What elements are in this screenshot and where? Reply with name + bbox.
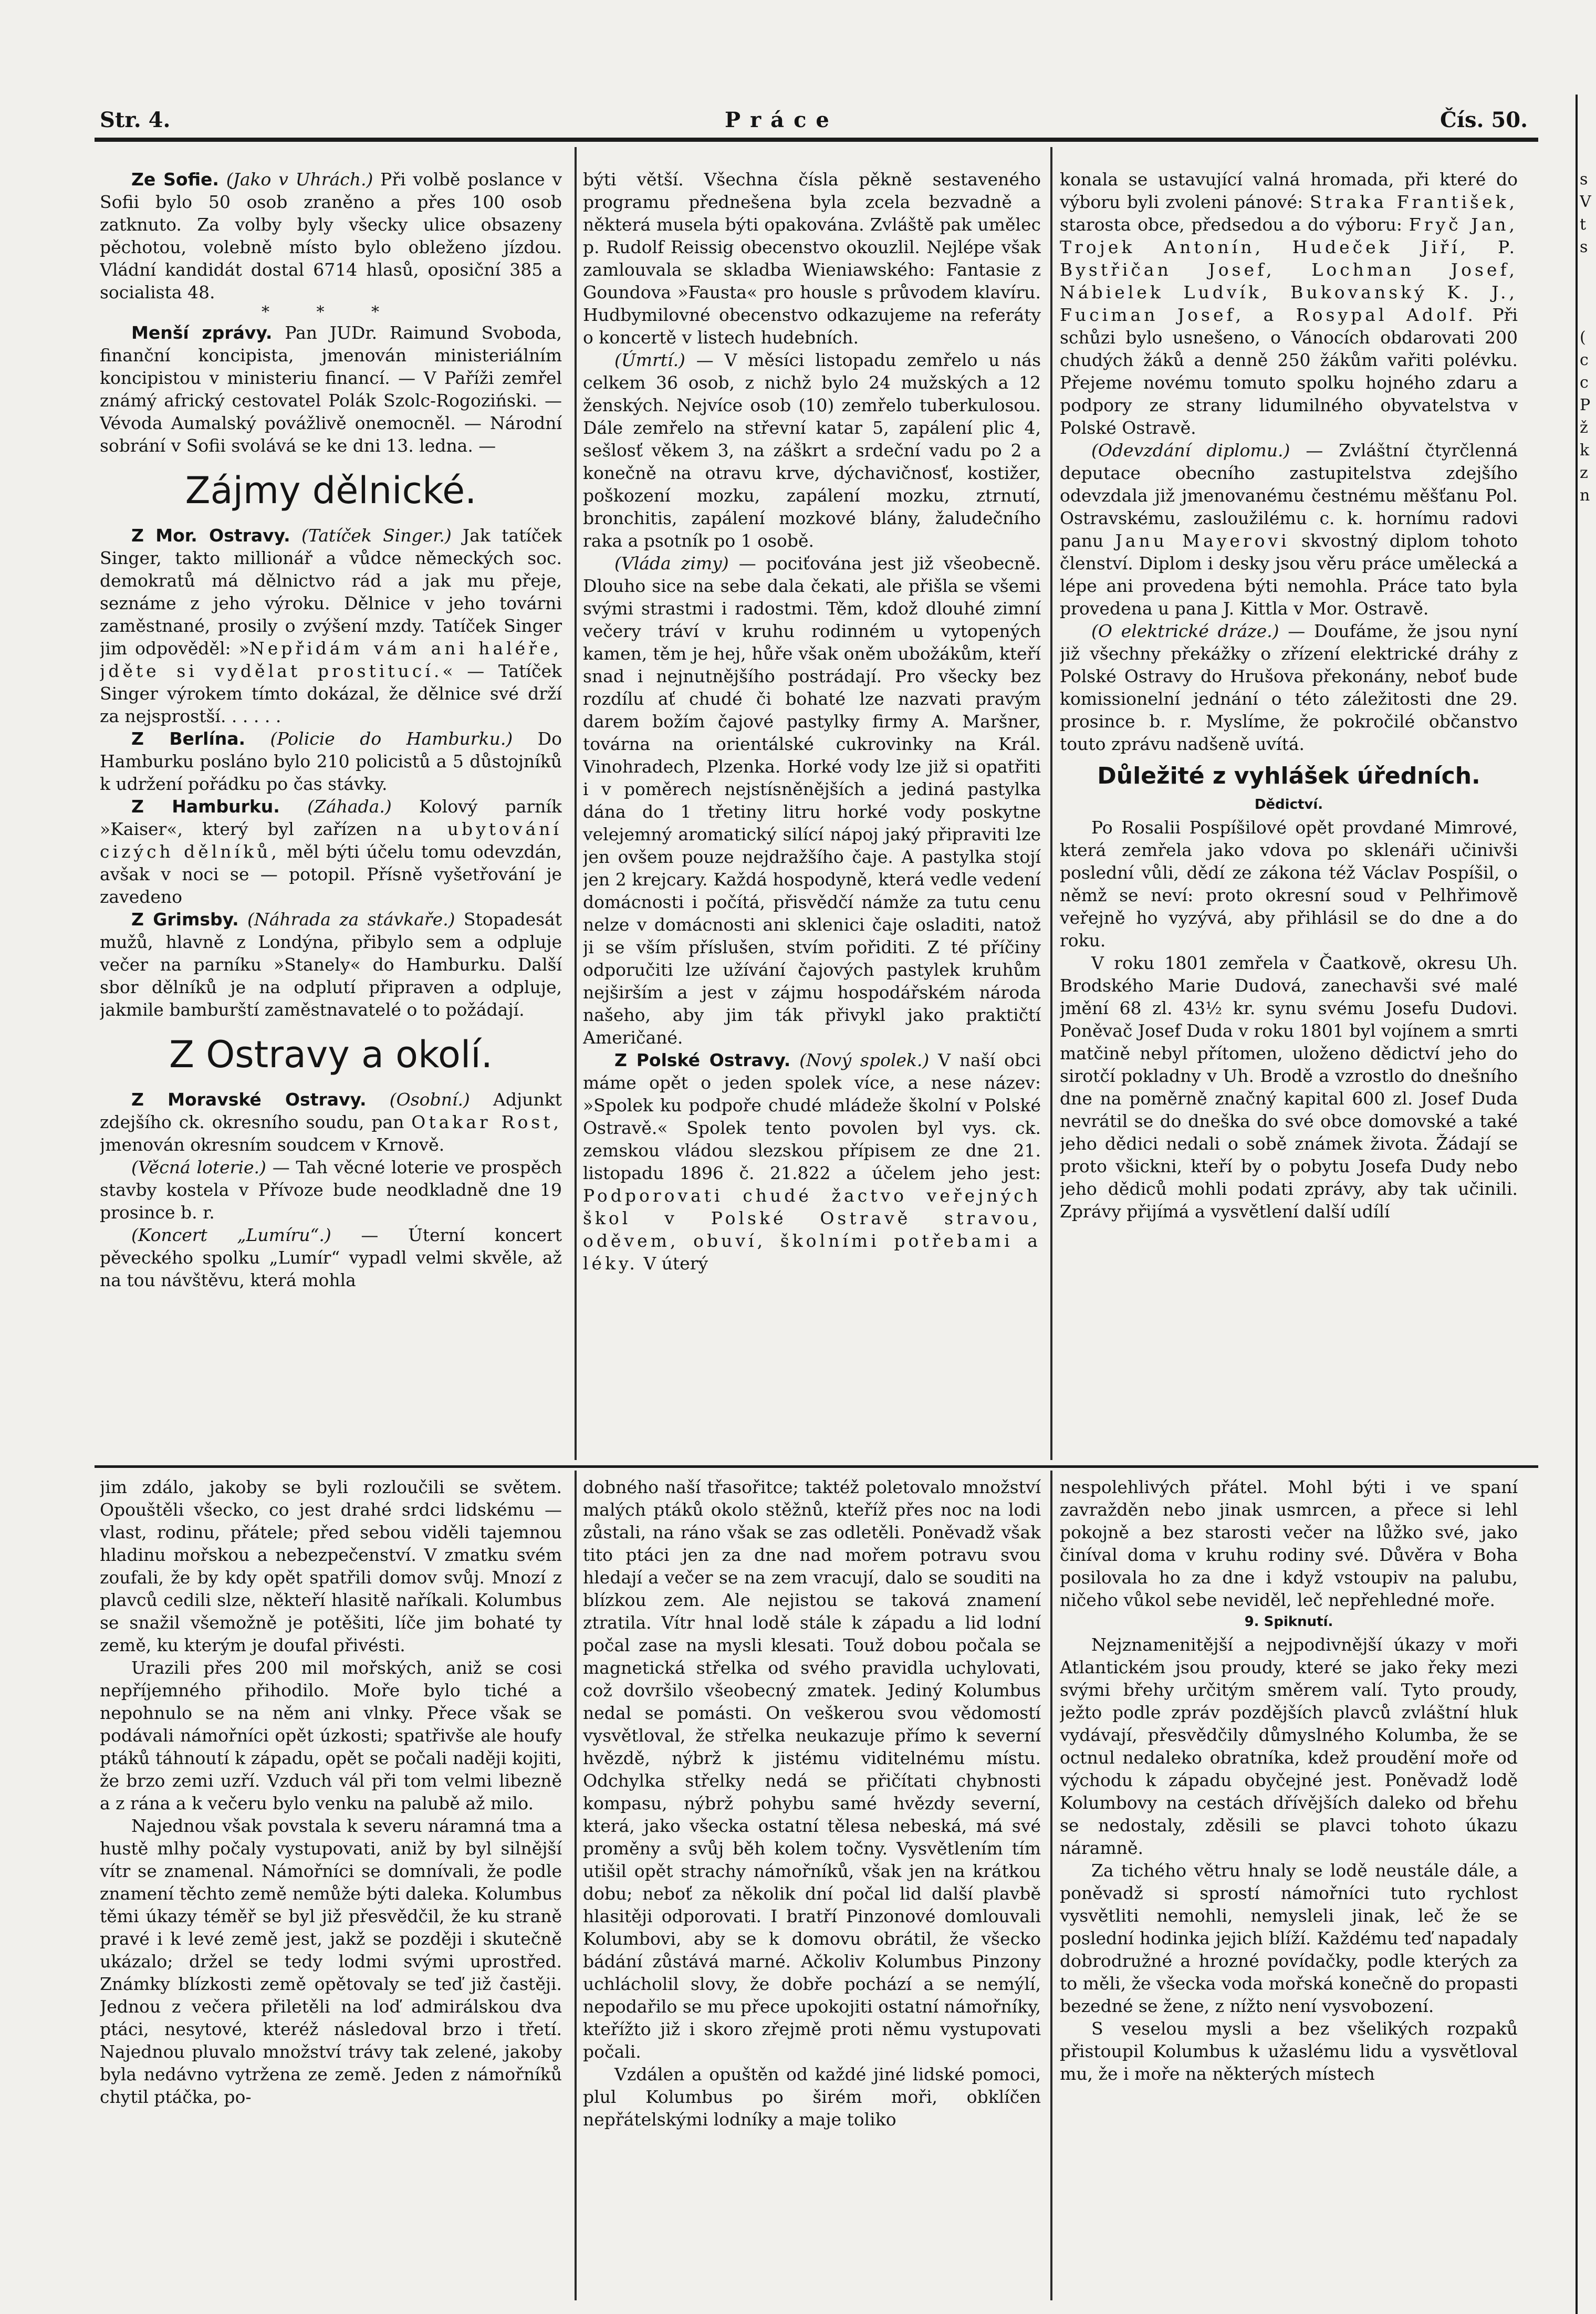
section-heading-notices: Důležité z vyhlášek úředních. (1097, 763, 1480, 789)
article-lottery: (Věcná loterie.) — Tah věcné loterie ve prospěch stavby kostela v Přívoze bude neodkladně dne 19 prosince b. r. (100, 1157, 562, 1223)
adjacent-page-edge (1576, 95, 1578, 2314)
serial-paragraph: dobného naší třasořitce; taktéž poletovalo množství malých ptáků okolo stěžnů, kteříž přes noc na lodi zůstali, na ráno však se zas odletěli. Poněvadž však tito ptáci jen za dne nad mořem potravu svou hledají a večer se na zem vracují, dalo se souditi na blízkou zem. Ale nejistou se taková znamení ztratila. Vítr hnal lodě stále k západu a lid lodní počal zase na mysli klesati. Touž dobou počala se magnetická střelka od svého pravidla uchylovati, což dovršilo všeobecný zmatek. Jediný Kolumbus nedal se pomásti. On veškerou svou vědomostí vysvětloval, že střelka neukazuje přímo k severní hvězdě, nýbrž k jistému viditelnému místu. Odchylka střelky nedá se přičítati chybnosti kompasu, nýbrž pohybu samé hvězdy severní, která, jako všecka ostatní tělesa nebeská, má své proměny a svůj běh kolem točny. Vysvětlením tím utišil opět strachy námořníků, však jen na krátkou dobu; neboť za několik dní počal lid další plavbě hlasitěji odporovati. I bratří Pinzonové domlouvali Kolumbovi, aby se k domovu obrátil, že všecko bádání zůstává marné. Ačkoliv Kolumbus Pinzony uchlácholil slovy, že dobře pochází a se nemýlí, nepodařilo se mu přece upokojiti ostatní námořníky, kteřížto již i skoro zřejmě proti němu vystupovati počali. (583, 1477, 1041, 2062)
article-diploma: (Odevzdání diplomu.) — Zvláštní čtyrčlenná deputace obecního zastupitelstva zdejšího odevzdala již jmenovanému čestnému měšťanu Pol. Ostravskému, zasloužilému c. k. hornímu radovi panu Janu Mayerovi skvostný diplom tohoto členství. Diplom i desky jsou věru práce umělecká a lépe ani provedena býti nemohla. Práce tato byla provedena u pana J. Kittla v Mor. Ostravě. (1060, 440, 1518, 619)
column-2 (583, 168, 1041, 1463)
serial-paragraph: Najednou však povstala k severu náramná tma a hustě mlhy počaly vystupovati, aniž by byl silnější vítr se znamenal. Námořníci se domnívali, že podle znamení těchto země nemůže býti daleka. Kolumbus těmi úkazy téměř se byl již přesvědčil, že ku straně pravé i k levé země jest, jakž se později i skutečně ukázalo; držel se tedy lodmi svými uprostřed. Známky blízkosti země opětovaly se teď již častěji. Jednou z večera přiletěli na loď admirálskou dva ptáci, nesytové, kteréž následoval brzo i třetí. Najednou pluvalo množství trávy tak zelené, jakoby byla nedávno vytržena ze země. Jeden z námořníků chytil ptáčka, po- (100, 1816, 562, 2107)
article-new-club: Z Polské Ostravy. (Nový spolek.) V naší obci máme opět o jeden spolek více, a nese název: »Spolek ku podpoře chudé mládeže školní v Polské Ostravě.« Spolek tento povolen byl vys. ck. zemskou vládou slezskou přípisem ze dne 21. listopadu 1896 č. 21.822 a účelem jeho jest: Podporovati chudé žactvo veřejných škol v Polské Ostravě stravou, oděvem, obuví, školními potřebami a léky. V úterý (583, 1050, 1041, 1274)
article-electric-tram: (O elektrické dráze.) — Doufáme, že jsou nyní již všechny překážky o zřízení elektrické dráhy z Polské Ostravy do Hrušova překonány, neboť bude komissionelní jednání o této záležitosti dne 29. prosince b. r. Myslíme, že pokročilé občanstvo touto zprávu nadšeně uvítá. (1060, 621, 1518, 754)
article-concert: (Koncert „Lumíru“.) — Úterní koncert pěveckého spolku „Lumír“ vypadl velmi skvěle, až na tou návštěvu, která mohla (100, 1225, 562, 1290)
serial-paragraph: S veselou mysli a bez všelikých rozpaků přistoupil Kolumbus k užaslému lidu a vysvětloval mu, že i moře na některých místech (1060, 2018, 1518, 2084)
serial-paragraph: Nejznamenitější a nejpodivnější úkazy v moři Atlantickém jsou proudy, které se jako řeky mezi svými břehy určitým směrem valí. Tyto proudy, ježto podle zpráv pozdějších plavců zvláštní hluk vydávají, přesvědčily důmyslného Kolumba, že se octnul nedaleko obratníka, kdež proudění moře od východu k západu obyčejné jest. Poněvadž lodě Kolumbovy na cestách dřívějších daleko od břehu se nedostaly, zděsili se plavci tohoto úkazu náramně. (1060, 1634, 1518, 1858)
column-divider (575, 1471, 577, 2300)
column-divider (575, 147, 577, 1460)
serial-paragraph: Za tichého větru hnaly se lodě neustále dále, a poněvadž si sprostí námořníci tuto rychlost vysvětliti nemohli, nemysleli jinak, leč že se poslední hodinka jejich blíží. Každému teď napadaly dobrodružné a hrozné povídačky, podle kterých za to měli, že všecka voda mořská konečně do propasti bezedné se žene, z nížto není vysvobození. (1060, 1860, 1518, 2016)
article-personal: Z Moravské Ostravy. (Osobní.) Adjunkt zdejšího ck. okresního soudu, pan Otakar Rost, jmenován okresním soudcem v Krnově. (100, 1089, 562, 1155)
serial-paragraph: jim zdálo, jakoby se byli rozloučili se světem. Opouštěli všecko, co jest drahé srdci lidskému — vlast, rodinu, přátele; před sebou viděli tajemnou hladinu mořskou a nebezpečenství. V zmatku svém zoufali, že by kdy opět spatřili domov svůj. Mnozí z plavců cedili slze, někteří hlasitě naříkali. Kolumbus se snažil všemožně je potěšiti, líče jim bohaté ty země, ku kterým je doufal přivésti. (100, 1477, 562, 1655)
serial-column-2 (583, 1476, 1041, 2300)
column-1 (100, 168, 562, 1463)
serial-paragraph: Urazili přes 200 mil mořských, aniž se cosi nepříjemného přihodilo. Moře bylo tiché a nepohnulo se na něm ani vlnky. Přece však se podávali námořníci opět úzkosti; spatřivše ale houfy ptáků táhnoutí k západu, opět se počali naději kojiti, že brzo zemi uzří. Vzduch vál při tom velmi libezně a z rána a k večeru bylo venku na palubě až milo. (100, 1658, 562, 1813)
article-deaths: (Úmrtí.) — V měsíci listopadu zemřelo u nás celkem 36 osob, z nichž bylo 24 mužských a 12 ženských. Nejvíce osob (10) zemřelo tuberkulosou. Dále zemřelo na střevní katar 5, zapálení plic 4, sešlosť věkem 3, na záškrt a srdeční vadu po 2 a konečně na otravu krve, dýchavičnosť, kostižer, poškození mozku, zapálení mozku, ztrnutí, bronchitis, zapálení mozkové blány, žaludečního raka a psotník po 1 osobě. (583, 350, 1041, 551)
article-hamburg: Z Hamburku. (Záhada.) Kolový parník »Kaiser«, který byl zařízen na ubytování cizých dělníků, měl býti účelu tomu odevzdán, avšak v noci se — potopil. Přísně vyšetřování je zavedeno (100, 796, 562, 907)
article-sofia: Ze Sofie. (Jako v Uhrách.) Při volbě poslance v Sofii bylo 50 osob zraněno a přes 100 osob zatknuto. Za volby byly všecky ulice obsazeny pěchotou, volebně místo bylo obleženo jízdou. Vládní kandidát dostal 6714 hlasů, oposiční 385 a socialista 48. (100, 169, 562, 303)
page-number: Str. 4. (100, 108, 171, 132)
notice-pospisil: Po Rosalii Pospíšilové opět provdané Mimrové, která zemřela jako vdova po sklenáři učinivši poslední vůli, dědí ze zákona též Václav Pospíšil, o němž se neví: proto okresní soud v Pelhřimově veřejně ho vyzývá, aby přihlásil se do dne a do roku. (1060, 817, 1518, 951)
article-berlin: Z Berlína. (Policie do Hamburku.) Do Hamburku posláno bylo 210 policistů a 5 důstojníků k udržení pořádku po čas stávky. (100, 728, 562, 794)
section-rule (95, 1465, 1538, 1468)
article-concert-cont: býti větší. Všechna čísla pěkně sestaveného programu přednešena byla zcela bezvadně a některá musela býti opakována. Zvláště pak umělec p. Rudolf Reissig obecenstvo okouzlil. Nejlépe však zamlouvala se skladba Wieniawského: Fantasie z Goundova »Fausta« pro housle s průvodem klavíru. Hudbymilovné obecenstvo odkazujeme na referáty o koncertě v listech hudebních. (583, 169, 1041, 348)
column-3 (1060, 168, 1518, 1463)
adjacent-page-text: s V t s ( c c P ž k z n (1580, 170, 1591, 505)
section-heading-labor: Zájmy dělnické. (185, 469, 477, 512)
issue-number: Čís. 50. (1440, 108, 1528, 132)
header-rule (95, 138, 1538, 142)
article-grimsby: Z Grimsby. (Náhrada za stávkaře.) Stopadesát mužů, hlavně z Londýna, přibylo sem a odpluje večer na parníku »Stanely« do Hamburku. Další sbor dělníků je na odplutí připraven a odpluje, jakmile bamburští zaměstnavatelé o to požádají. (100, 909, 562, 1020)
serial-paragraph: nespolehlivých přátel. Mohl býti i ve spaní zavražděn nebo jinak usmrcen, a přece si lehl pokojně a bez starosti večer na lůžko své, jako činíval doma v kruhu rodiny své. Důvěra v Boha posilovala ho za dne i když vstoupiv na palubu, ničeho vůkol sebe neviděl, leč nepřehledné moře. (1060, 1477, 1518, 1610)
article-singer: Z Mor. Ostravy. (Tatíček Singer.) Jak tatíček Singer, takto millionář a vůdce německých soc. demokratů má dělnictvo rád a jak mu přeje, seznáme z jeho výroku. Dělnice v jeho továrni zaměstnané, prosily o zvýšení mzdy. Tatíček Singer jim odpověděl: »Nepřidám vám ani haléře, jděte si vydělat prostitucí.« — Tatíček Singer výrokem tímto dokázal, že dělnice své drží za nejsprostší. . . . . . (100, 525, 562, 726)
column-divider (1050, 147, 1052, 1460)
subheading-inheritance: Dědictví. (1254, 797, 1323, 812)
separator-stars: * * * (261, 303, 401, 321)
serial-paragraph: Vzdálen a opuštěn od každé jiné lidské pomoci, plul Kolumbus po širém moři, obklíčen nepřátelskými lodníky a maje toliko (583, 2064, 1041, 2130)
newspaper-title: Práce (725, 108, 839, 132)
chapter-heading: 9. Spiknutí. (1244, 1614, 1333, 1630)
notice-duda: V roku 1801 zemřela v Čaatkově, okresu Uh. Brodského Marie Dudová, zanechavši své malé jmění 68 zl. 43½ kr. synu svému Josefu Dudovi. Poněvač Josef Duda v roku 1801 byl vojínem a smrti matčině nebyl přítomen, uloženo dědictví jeho do sirotčí pokladny v Uh. Brodě a vzrostlo do dnešního dne na poměrně značný kapital 600 zl. Josef Duda nevrátil se do dneška do své obce domovské a také jeho dědici nedali o sobě známek života. Žádají se proto všickni, kteří by o pobytu Josefa Dudy nebo jeho dědiců mohli podati zprávy, aby tak učinili. Zprávy přijímá a vysvětlení další udílí (1060, 953, 1518, 1222)
section-heading-ostrava: Z Ostravy a okolí. (169, 1033, 493, 1076)
article-minor-news: Menší zprávy. Pan JUDr. Raimund Svoboda, finanční koncipista, jmenován ministeriálním koncipistou v ministeriu financí. — V Paříži zemřel známý africký cestovatel Polák Szolc-Rogoziński. — Vévoda Aumalský povážlivě onemocněl. — Národní sobrání v Sofii svolává se ke dni 13. ledna. — (100, 322, 562, 456)
serial-column-3 (1060, 1476, 1518, 2300)
article-winter: (Vláda zimy) — pociťována jest již všeobecně. Dlouho sice na sebe dala čekati, ale přišla se všemi svými strastmi i radostmi. Těm, kdož dlouhé zimní večery tráví v kruhu rodinném u vytopených kamen, těm je hej, hůře však oněm ubožákům, kteří snad i nejnutnějšího postrádají. Pro všecky bez rozdílu ať chudé či bohaté lze nazvati pravým darem božím čajové pastylky firmy A. Maršner, továrna na orientálské cukrovinky na Král. Vinohradech, Plzenka. Horké vody lze již si opatřiti i v poměrech nejstísněnějších a jediná pastylka dána do 1 třetiny litru horké vody poskytne velejemný aromatický silící nápoj jaký připraviti lze jen ovšem pouze nejdražšího čaje. A pastylka stojí jen 2 krejcary. Každá hospodyně, která vedle vedení domácnosti i počítá, přisvědčí námže za tutu cenu nelze v domácnosti ani sklenici čaje osladiti, natož ji se vším příslušen, stvím pořiditi. Z té příčiny odporučiti lze užívání čajových pastylek kruhům nejširším a jest v zájmu hospodářském národa našeho, aby jim ták přivykl jako praktičtí Američané. (583, 553, 1041, 1048)
column-divider (1050, 1471, 1052, 2300)
article-club-cont: konala se ustavující valná hromada, při které do výboru byli zvoleni pánové: Straka František, starosta obce, předsedou a do výboru: Fryč Jan, Trojek Antonín, Hudeček Jiří, P. Bystřičan Josef, Lochman Josef, Nábielek Ludvík, Bukovanský K. J., Fuciman Josef, a Rosypal Adolf. Při schůzi bylo usnešeno, o Vánocích obdarovati 200 chudých žáků a denně 250 žákům vařiti polévku. Přejeme novému tomuto spolku hojného zdaru a podpory ze strany lidumilného obyvatelstva v Polské Ostravě. (1060, 169, 1518, 438)
serial-column-1 (100, 1476, 562, 2300)
